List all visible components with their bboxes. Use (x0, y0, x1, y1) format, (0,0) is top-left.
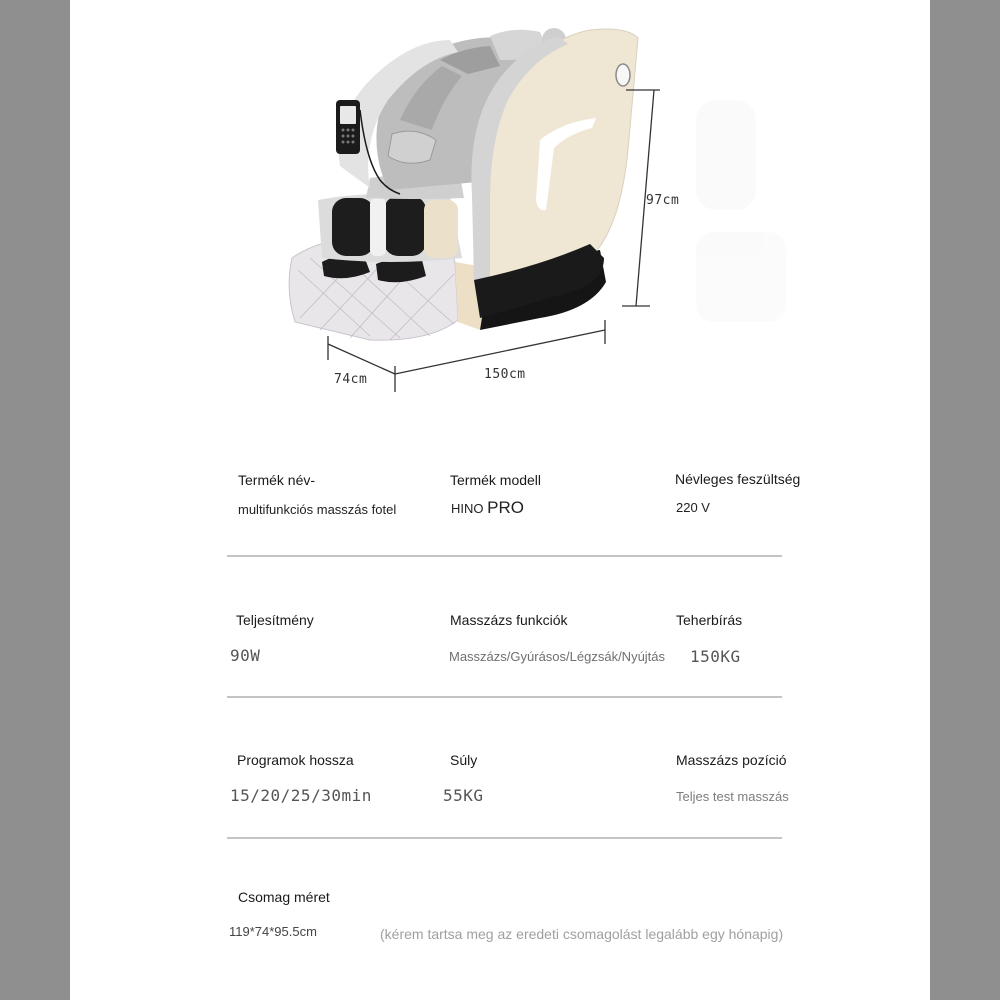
height-dimension-label: 97cm (646, 193, 680, 208)
load-capacity-value: 150KG (690, 647, 741, 666)
speaker-icon (616, 64, 630, 86)
width-dimension-label: 150cm (484, 367, 526, 382)
calf-roller-right (384, 196, 426, 256)
program-length-label: Programok hossza (237, 752, 354, 768)
lumbar-pillow (388, 131, 436, 163)
product-figure (70, 0, 930, 420)
massage-chair-illustration (70, 0, 930, 420)
program-length-value: 15/20/25/30min (230, 786, 372, 805)
massage-functions-value: Masszázs/Gyúrásos/Légzsák/Nyújtás (449, 649, 666, 664)
power-value: 90W (230, 646, 261, 665)
product-name-value: multifunkciós masszás fotel (238, 502, 397, 517)
depth-dimension-label: 74cm (334, 372, 368, 387)
product-spec-page (70, 0, 930, 1000)
rated-voltage-value: 220 V (676, 500, 710, 515)
package-size-value: 119*74*95.5cm (229, 924, 317, 939)
package-note: (kérem tartsa meg az eredeti csomagolást legalább egy hónapig) (380, 926, 784, 942)
divider-3 (227, 837, 782, 839)
massage-position-label: Masszázs pozíció (676, 752, 787, 768)
load-capacity-label: Teherbírás (676, 612, 743, 628)
massage-functions-label: Masszázs funkciók (450, 612, 568, 628)
weight-value: 55KG (443, 786, 484, 805)
product-name-label: Termék név- (238, 472, 316, 488)
massage-position-value: Teljes test masszás (676, 789, 789, 804)
divider-2 (227, 696, 782, 698)
product-model-suffix: PRO (487, 498, 524, 517)
weight-label: Súly (450, 752, 478, 768)
product-model-value (451, 498, 524, 518)
package-size-label: Csomag méret (238, 889, 330, 905)
divider-1 (227, 555, 782, 557)
rated-voltage-label: Névleges feszültség (675, 471, 801, 487)
product-model-prefix: HINO (451, 501, 484, 516)
calf-roller-left (332, 198, 374, 256)
product-model-label: Termék modell (450, 472, 542, 488)
power-label: Teljesítmény (236, 612, 314, 628)
background-sketch (696, 100, 786, 322)
